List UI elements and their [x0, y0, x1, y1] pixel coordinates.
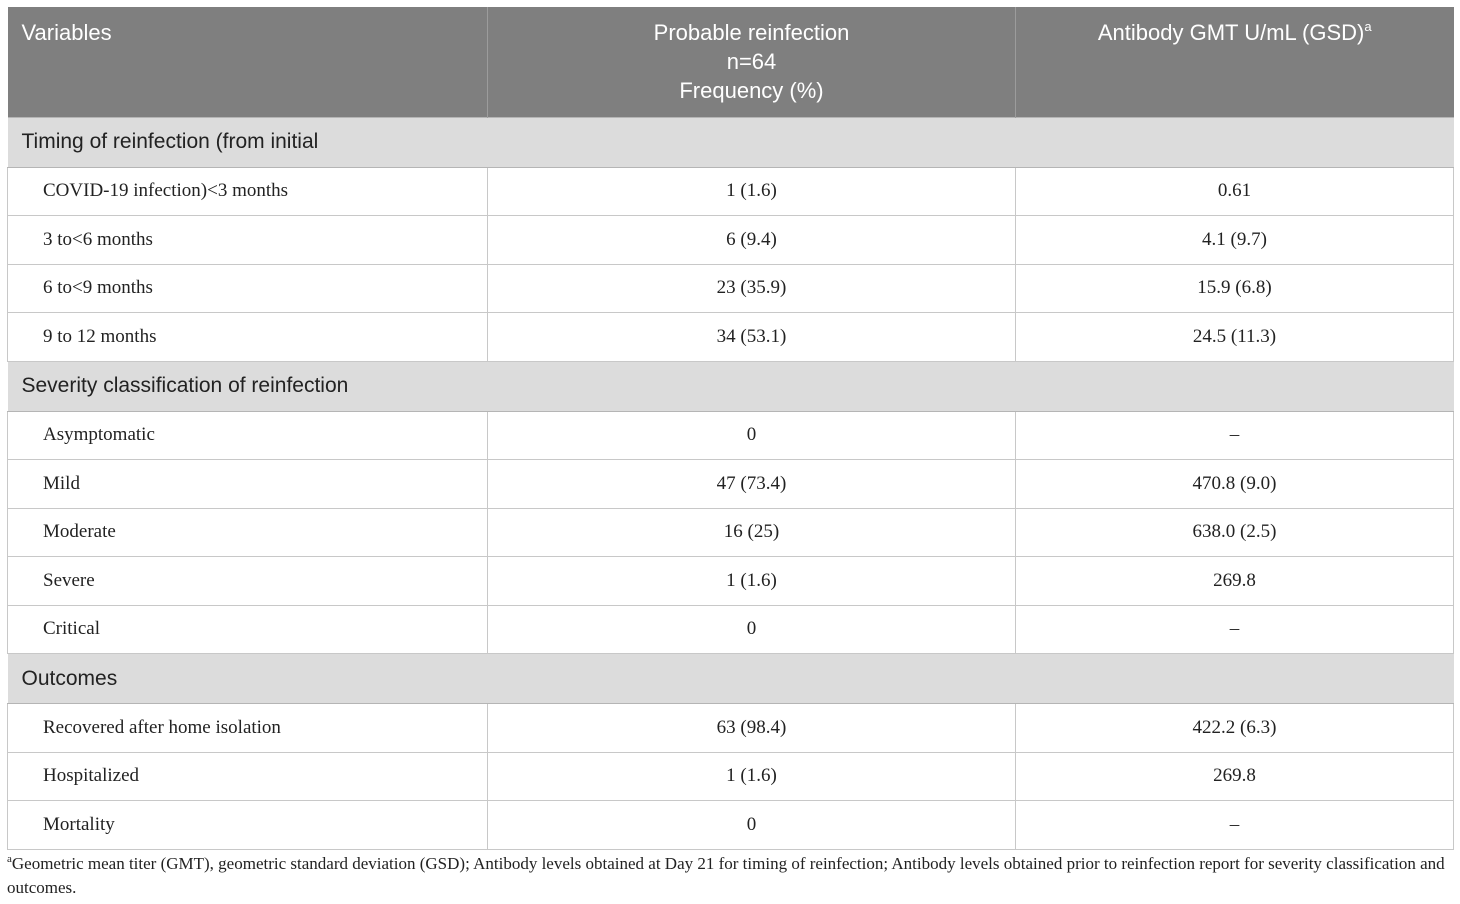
cell-variable: 6 to<9 months — [8, 264, 488, 313]
cell-variable: 9 to 12 months — [8, 313, 488, 362]
table-footnote — [7, 852, 1457, 900]
cell-frequency: 34 (53.1) — [488, 313, 1016, 362]
cell-frequency: 63 (98.4) — [488, 704, 1016, 753]
table-row — [8, 264, 1454, 313]
cell-antibody-gmt: – — [1016, 605, 1454, 654]
cell-antibody-gmt: 0.61 — [1016, 167, 1454, 216]
reinfection-table-container — [7, 7, 1453, 850]
cell-frequency: 1 (1.6) — [488, 557, 1016, 606]
header-col3-label: Antibody GMT U/mL (GSD) — [1097, 20, 1365, 45]
section-row — [8, 361, 1454, 411]
table-row — [8, 605, 1454, 654]
header-variables-label: Variables — [21, 20, 112, 45]
cell-variable: Moderate — [8, 508, 488, 557]
reinfection-table — [7, 7, 1454, 850]
cell-variable: Mortality — [8, 801, 488, 850]
cell-frequency: 1 (1.6) — [488, 752, 1016, 801]
cell-variable: 3 to<6 months — [8, 216, 488, 265]
cell-antibody-gmt: 269.8 — [1016, 752, 1454, 801]
cell-variable: Mild — [8, 460, 488, 509]
section-row — [8, 117, 1454, 167]
table-row — [8, 508, 1454, 557]
cell-antibody-gmt: 15.9 (6.8) — [1016, 264, 1454, 313]
section-title: Severity classification of reinfection — [8, 361, 1454, 411]
cell-frequency: 0 — [488, 411, 1016, 460]
section-row — [8, 654, 1454, 704]
cell-antibody-gmt: 269.8 — [1016, 557, 1454, 606]
header-variables — [8, 7, 488, 117]
footnote-marker: a — [7, 853, 12, 865]
header-antibody-gmt — [1016, 7, 1454, 117]
cell-antibody-gmt: 638.0 (2.5) — [1016, 508, 1454, 557]
table-row — [8, 411, 1454, 460]
header-probable-reinfection — [488, 7, 1016, 117]
table-row — [8, 557, 1454, 606]
header-col2-line3: Frequency (%) — [679, 78, 824, 103]
cell-antibody-gmt: 4.1 (9.7) — [1016, 216, 1454, 265]
cell-frequency: 6 (9.4) — [488, 216, 1016, 265]
cell-antibody-gmt: – — [1016, 411, 1454, 460]
table-row — [8, 704, 1454, 753]
cell-antibody-gmt: 422.2 (6.3) — [1016, 704, 1454, 753]
table-row — [8, 801, 1454, 850]
cell-antibody-gmt: 24.5 (11.3) — [1016, 313, 1454, 362]
cell-variable: COVID-19 infection)<3 months — [8, 167, 488, 216]
table-row — [8, 313, 1454, 362]
cell-frequency: 47 (73.4) — [488, 460, 1016, 509]
cell-variable: Hospitalized — [8, 752, 488, 801]
table-header — [8, 7, 1454, 117]
table-row — [8, 216, 1454, 265]
cell-frequency: 16 (25) — [488, 508, 1016, 557]
cell-variable: Severe — [8, 557, 488, 606]
header-col3-footnote-marker: a — [1364, 19, 1372, 34]
cell-frequency: 0 — [488, 605, 1016, 654]
cell-frequency: 23 (35.9) — [488, 264, 1016, 313]
header-col2-line1: Probable reinfection — [653, 20, 850, 45]
cell-antibody-gmt: – — [1016, 801, 1454, 850]
cell-variable: Critical — [8, 605, 488, 654]
section-title: Outcomes — [8, 654, 1454, 704]
footnote-text: Geometric mean titer (GMT), geometric standard deviation (GSD); Antibody levels obtained at Day 21 for timing of reinfection; Antibody levels obtained prior to reinfection report for severity classification and outcomes. — [7, 854, 1445, 897]
header-col2-line2: n=64 — [726, 49, 777, 74]
table-row — [8, 752, 1454, 801]
cell-frequency: 0 — [488, 801, 1016, 850]
cell-variable: Asymptomatic — [8, 411, 488, 460]
section-title: Timing of reinfection (from initial — [8, 117, 1454, 167]
cell-antibody-gmt: 470.8 (9.0) — [1016, 460, 1454, 509]
cell-frequency: 1 (1.6) — [488, 167, 1016, 216]
table-row — [8, 167, 1454, 216]
table-body — [8, 117, 1454, 849]
cell-variable: Recovered after home isolation — [8, 704, 488, 753]
table-row — [8, 460, 1454, 509]
header-row — [8, 7, 1454, 117]
